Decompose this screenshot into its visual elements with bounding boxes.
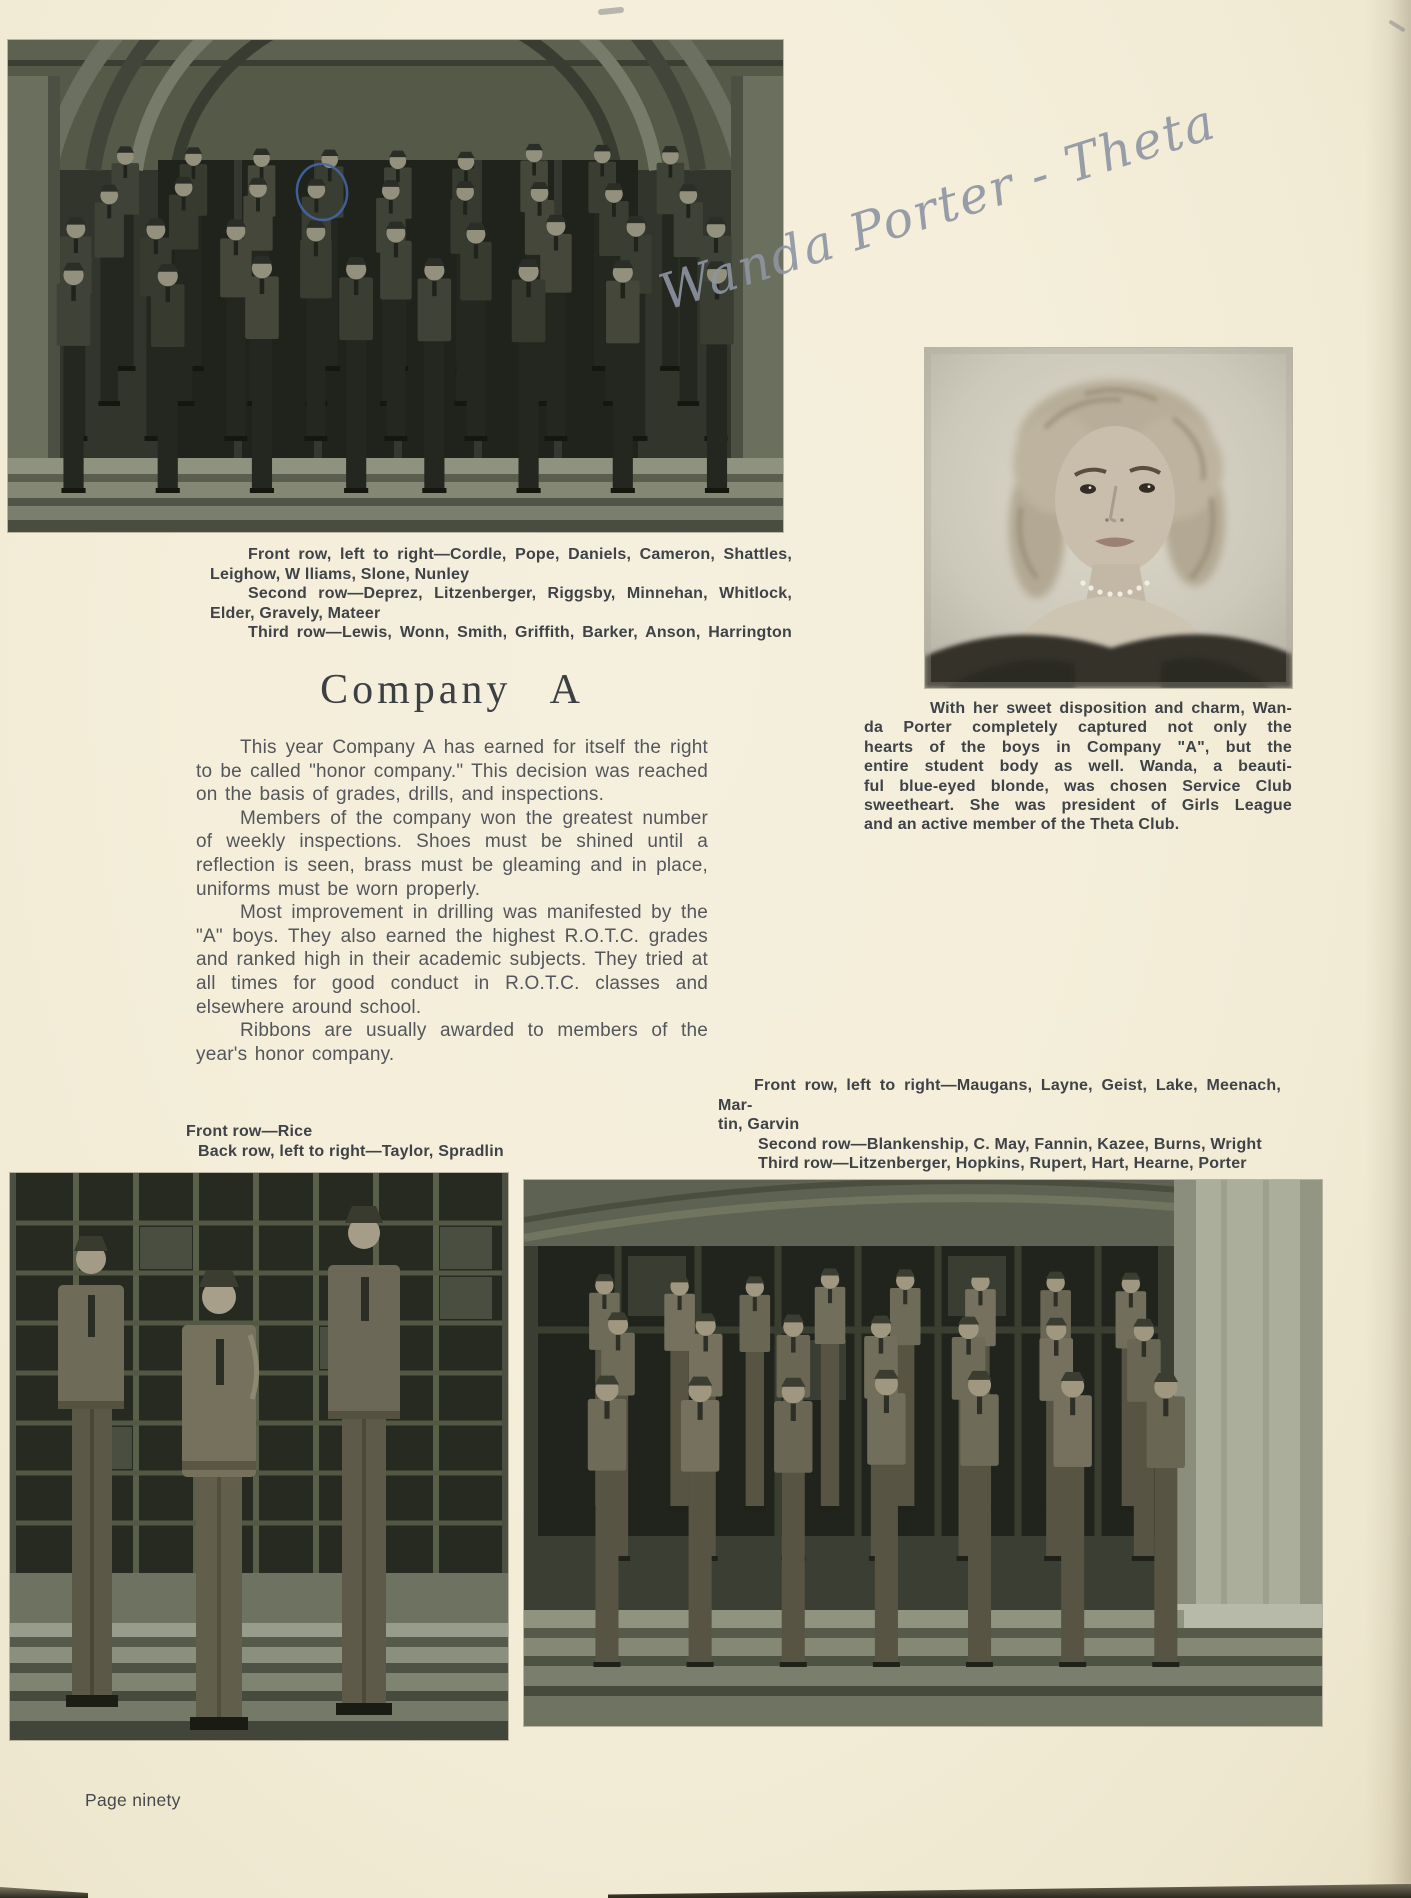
caption-line: tin, Garvin xyxy=(718,1116,800,1133)
next-page-sliver xyxy=(608,1884,1411,1898)
bottom-right-photo xyxy=(524,1180,1322,1726)
caption-line: Third row—Lewis, Wonn, Smith, Griffith, Barker, Anson, Harrington xyxy=(248,624,792,642)
caption-line: Leighow, W lliams, Slone, Nunley xyxy=(210,565,470,583)
bottom-left-photo-art xyxy=(10,1173,508,1740)
article-paragraph: This year Company A has earned for itself the right to be called "honor company." This decision was reached on the basis of grades, drills, and inspections. xyxy=(196,737,708,806)
scan-smudge xyxy=(598,7,624,16)
caption-line: Front row, left to right—Cordle, Pope, Daniels, Cameron, Shattles, xyxy=(248,546,792,563)
page-edge-crease xyxy=(1365,0,1411,1898)
top-photo-caption xyxy=(210,545,792,643)
caption-line: Back row, left to right—Taylor, Spradlin xyxy=(198,1142,504,1160)
caption-line: and an active member of the Theta Club. xyxy=(864,816,1180,834)
caption-line: Front row, left to right—Maugans, Layne, Geist, Lake, Meenach, Mar- xyxy=(718,1077,1281,1114)
caption-line: Third row—Litzenberger, Hopkins, Rupert, Hart, Hearne, Porter xyxy=(758,1155,1247,1172)
page-footer: Page ninety xyxy=(85,1790,181,1810)
portrait-photo xyxy=(925,348,1292,688)
caption-line: sweetheart. She was president of Girls League xyxy=(864,797,1292,815)
signature-text: Wanda Porter - Theta xyxy=(652,92,1223,323)
article-paragraph: Ribbons are usually awarded to members of the year's honor company. xyxy=(196,1020,708,1065)
caption-line: hearts of the boys in Company "A", but the xyxy=(864,738,1292,756)
caption-line: Second row—Deprez, Litzenberger, Riggsby, Minnehan, Whitlock, xyxy=(248,585,792,603)
caption-line: da Porter completely captured not only the xyxy=(864,719,1292,737)
caption-line: With her sweet disposition and charm, Wan- xyxy=(930,700,1292,717)
bottom-left-photo xyxy=(10,1173,508,1740)
caption-line: entire student body as well. Wanda, a beauti- xyxy=(864,758,1292,776)
bottom-corner-shadow xyxy=(0,1887,88,1898)
bottom-right-photo-art xyxy=(524,1180,1322,1726)
portrait-caption xyxy=(864,699,1292,835)
article-company-a xyxy=(196,666,708,1066)
caption-line: Second row—Blankenship, C. May, Fannin, Kazee, Burns, Wright xyxy=(758,1135,1262,1153)
article-paragraph: Members of the company won the greatest number of weekly inspections. Shoes must be shined until a reflection is seen, brass must be gleaming and in place, uniforms must be worn properly. xyxy=(196,807,708,900)
caption-line: Elder, Gravely, Mateer xyxy=(210,604,381,622)
bottom-right-caption xyxy=(718,1076,1281,1174)
bottom-left-caption xyxy=(186,1122,616,1161)
article-heading: Company A xyxy=(320,667,584,713)
caption-line: Front row—Rice xyxy=(186,1123,313,1140)
portrait-art xyxy=(925,348,1292,688)
handwritten-signature xyxy=(652,78,1320,326)
caption-line: ful blue-eyed blonde, was chosen Service Club xyxy=(864,777,1292,795)
article-paragraph: Most improvement in drilling was manifested by the "A" boys. They also earned the highest R.O.T.C. grades and ranked high in their academic subjects. They tried at all times for good conduct in R.O.T.C. classes and elsewhere around school. xyxy=(196,902,708,1018)
